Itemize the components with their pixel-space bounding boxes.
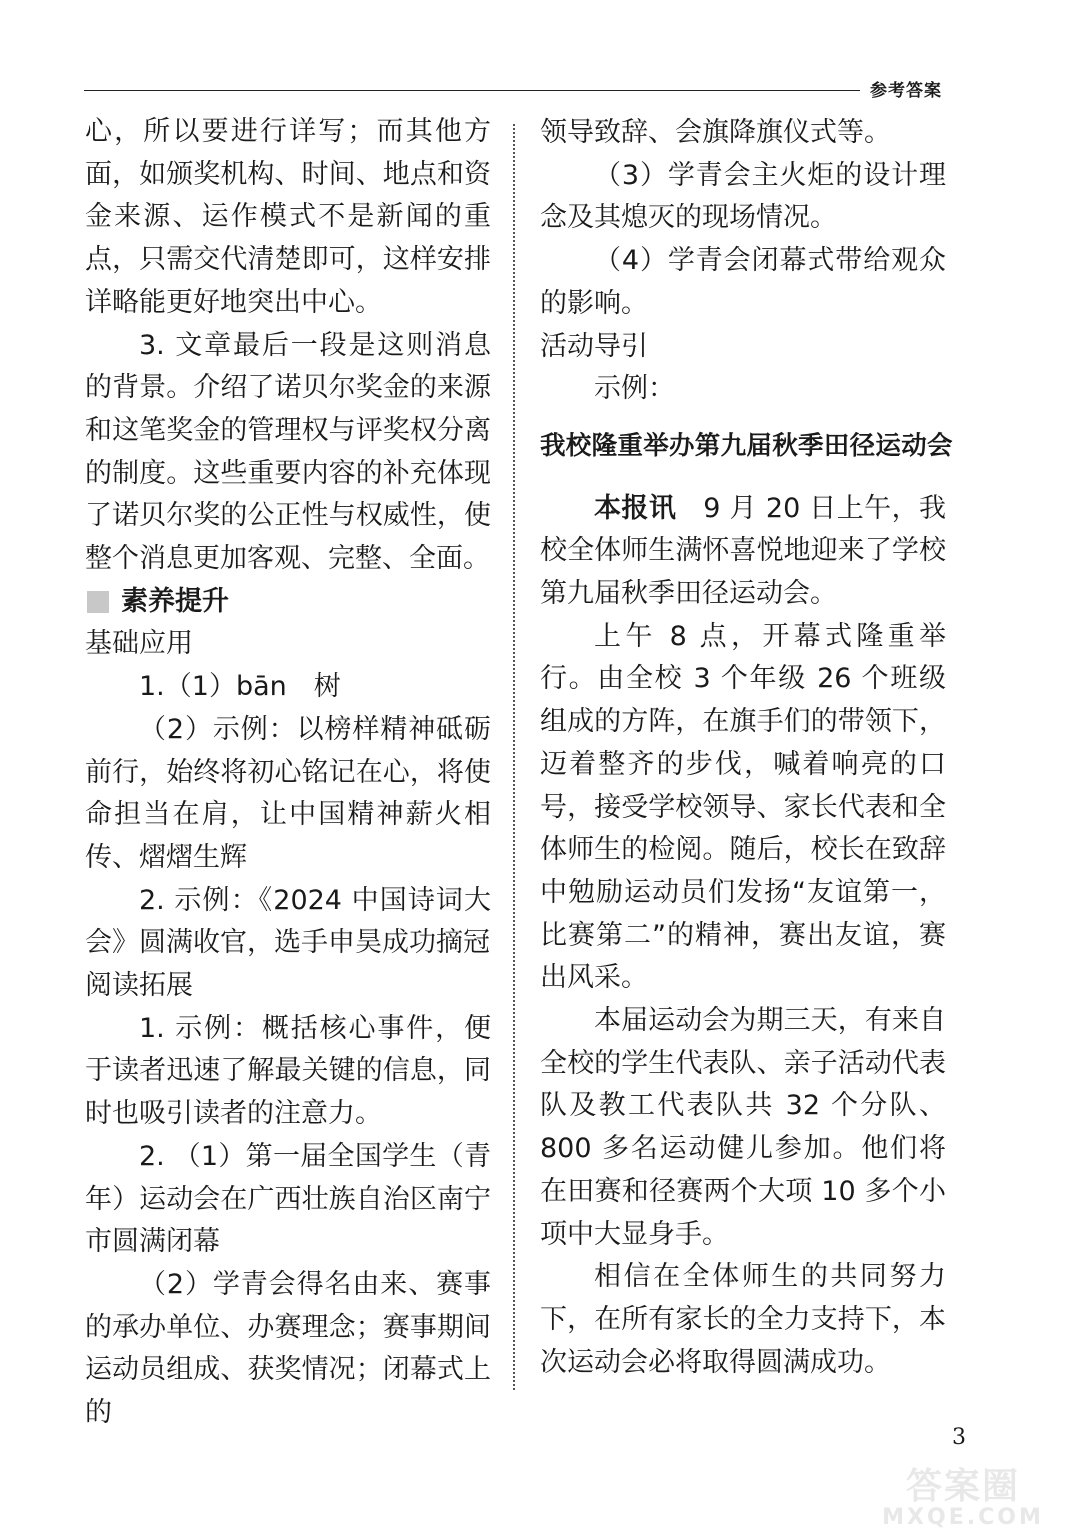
activity-heading: 活动导引 xyxy=(540,330,648,362)
article-paragraph: 上午 8 点，开幕式隆重举行。由全校 3 个年级 26 个班级组成的方阵，在旗手们的带领下，迈着整齐的步伐，喊着响亮的口号，接受学校领导、家长代表和全体师生的检阅。随后，校长在致辞中勉励运动员们发扬“友谊第一，比赛第二”的精神，赛出友谊，赛出风采。 xyxy=(540,620,946,994)
column-divider xyxy=(513,124,515,1390)
answer-item: 1. 示例：概括核心事件，便于读者迅速了解最关键的信息，同时也吸引读者的注意力。 xyxy=(85,1012,491,1130)
section-heading xyxy=(85,581,491,624)
article-paragraph xyxy=(540,488,946,616)
answer-item: 2. （1）第一届全国学生（青年）运动会在广西壮族自治区南宁市圆满闭幕 xyxy=(85,1140,491,1258)
header-label: 参考答案 xyxy=(870,81,942,101)
reading-heading: 阅读拓展 xyxy=(85,970,193,1002)
left-paragraph: 心，所以要进行详写；而其他方面，如颁奖机构、时间、地点和资金来源、运作模式不是新闻的重点，只需交代清楚即可，这样安排详略能更好地突出中心。 xyxy=(85,116,491,318)
watermark-logo xyxy=(868,1468,1058,1532)
left-column xyxy=(85,111,491,1435)
right-continuation: 领导致辞、会旗降旗仪式等。 xyxy=(540,117,891,148)
answer-item: 1.（1）bān 树 xyxy=(139,671,341,703)
answer-item: （2）示例：以榜样精神砥砺前行，始终将初心铭记在心，将使命担当在肩，让中国精神薪火相传、熠熠生辉 xyxy=(85,713,491,873)
answer-item: 2. 示例：《2024 中国诗词大会》圆满收官，选手申昊成功摘冠 xyxy=(85,884,491,959)
answer-item: （4）学青会闭幕式带给观众的影响。 xyxy=(540,245,946,319)
answer-item: （2）学青会得名由来、赛事的承办单位、办赛理念；赛事期间运动员组成、获奖情况；闭幕式上的 xyxy=(85,1268,491,1429)
left-paragraph: 3. 文章最后一段是这则消息的背景。介绍了诺贝尔奖金的来源和这笔奖金的管理权与评奖权分离的制度。这些重要内容的补充体现了诺贝尔奖的公正性与权威性，使整个消息更加客观、完整、全面。 xyxy=(85,329,491,575)
basic-heading: 基础应用 xyxy=(85,628,193,660)
article-lead: 本报讯 xyxy=(594,492,677,524)
header-rule xyxy=(84,90,860,91)
article-paragraph: 相信在全体师生的共同努力下，在所有家长的全力支持下，本次运动会必将取得圆满成功。 xyxy=(540,1261,946,1378)
section-square-icon xyxy=(87,591,109,613)
page-number: 3 xyxy=(952,1425,966,1450)
section-title: 素养提升 xyxy=(121,585,229,617)
watermark-logo-text: 答案圈 xyxy=(905,1466,1020,1507)
right-column xyxy=(540,112,953,1384)
article-title: 我校隆重举办第九届秋季田径运动会 xyxy=(540,430,953,461)
article-text: 9 月 20 日上午，我校全体师生满怀喜悦地迎来了学校第九届秋季田径运动会。 xyxy=(540,492,946,610)
watermark-url: MXQE.COM xyxy=(882,1505,1044,1530)
article-paragraph: 本届运动会为期三天，有来自全校的学生代表队、亲子活动代表队及教工代表队共 32 个分队、800 多名运动健儿参加。他们将在田赛和径赛两个大项 10 多个小项中大显身手。 xyxy=(540,1005,946,1250)
example-label: 示例： xyxy=(594,373,675,405)
answer-item: （3）学青会主火炬的设计理念及其熄灭的现场情况。 xyxy=(540,159,946,234)
